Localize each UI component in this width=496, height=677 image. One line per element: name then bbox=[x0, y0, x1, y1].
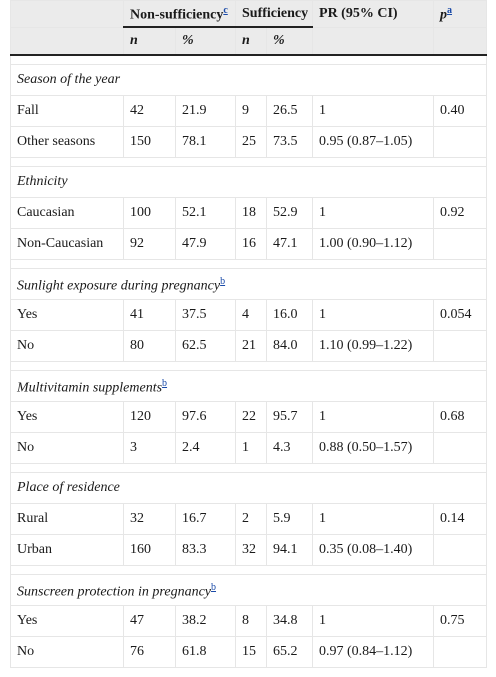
cell-n1: 41 bbox=[124, 300, 176, 331]
subheader-blank-pr bbox=[313, 27, 434, 55]
cell-n2: 25 bbox=[236, 127, 267, 158]
subheader-pct1: % bbox=[176, 27, 236, 55]
cell-pval: 0.40 bbox=[434, 96, 487, 127]
cell-n2: 16 bbox=[236, 229, 267, 260]
section-row bbox=[11, 65, 487, 96]
row-label: No bbox=[11, 331, 124, 362]
cell-p2: 47.1 bbox=[267, 229, 313, 260]
cell-pval: 0.14 bbox=[434, 504, 487, 535]
table-row bbox=[11, 331, 487, 362]
cell-n2: 4 bbox=[236, 300, 267, 331]
header-row-groups bbox=[11, 1, 487, 28]
section-row bbox=[11, 473, 487, 504]
cell-n1: 150 bbox=[124, 127, 176, 158]
cell-p2: 4.3 bbox=[267, 433, 313, 464]
cell-n1: 42 bbox=[124, 96, 176, 127]
footnote-link-b[interactable]: b bbox=[162, 377, 168, 389]
cell-n1: 92 bbox=[124, 229, 176, 260]
cell-p1: 47.9 bbox=[176, 229, 236, 260]
cell-pr: 1.00 (0.90–1.12) bbox=[313, 229, 434, 260]
row-label: Rural bbox=[11, 504, 124, 535]
cell-n2: 22 bbox=[236, 402, 267, 433]
cell-pval: 0.75 bbox=[434, 606, 487, 637]
cell-n2: 2 bbox=[236, 504, 267, 535]
section-title bbox=[11, 65, 487, 96]
header-p bbox=[434, 1, 487, 28]
cell-pr: 1 bbox=[313, 402, 434, 433]
cell-p2: 94.1 bbox=[267, 535, 313, 566]
section-row bbox=[11, 269, 487, 300]
header-non-sufficiency bbox=[124, 1, 236, 28]
section-title-text: Ethnicity bbox=[17, 174, 68, 189]
row-label: Other seasons bbox=[11, 127, 124, 158]
table-row bbox=[11, 402, 487, 433]
subheader-n2: n bbox=[236, 27, 267, 55]
cell-p2: 52.9 bbox=[267, 198, 313, 229]
cell-pr: 1 bbox=[313, 606, 434, 637]
row-label: Non-Caucasian bbox=[11, 229, 124, 260]
cell-n2: 1 bbox=[236, 433, 267, 464]
cell-pval: 0.054 bbox=[434, 300, 487, 331]
footnote-link-c[interactable]: c bbox=[223, 5, 228, 17]
section-title-text: Sunscreen protection in pregnancy bbox=[17, 584, 212, 600]
spacer-cell bbox=[11, 158, 487, 167]
spacer-cell bbox=[11, 55, 487, 65]
row-label: No bbox=[11, 433, 124, 464]
cell-p1: 61.8 bbox=[176, 637, 236, 668]
section-title bbox=[11, 167, 487, 198]
cell-p1: 97.6 bbox=[176, 402, 236, 433]
cell-pval bbox=[434, 127, 487, 158]
subheader-pct2: % bbox=[267, 27, 313, 55]
row-label: Yes bbox=[11, 300, 124, 331]
spacer-cell bbox=[11, 260, 487, 269]
cell-n2: 9 bbox=[236, 96, 267, 127]
spacer-row bbox=[11, 362, 487, 371]
cell-n1: 160 bbox=[124, 535, 176, 566]
spacer-cell bbox=[11, 362, 487, 371]
cell-p1: 2.4 bbox=[176, 433, 236, 464]
table-body bbox=[11, 55, 487, 668]
cell-pval bbox=[434, 535, 487, 566]
cell-p1: 37.5 bbox=[176, 300, 236, 331]
cell-n2: 32 bbox=[236, 535, 267, 566]
cell-p2: 65.2 bbox=[267, 637, 313, 668]
footnote-link-b[interactable]: b bbox=[220, 275, 226, 287]
spacer-row bbox=[11, 566, 487, 575]
cell-pr: 1 bbox=[313, 504, 434, 535]
cell-n2: 21 bbox=[236, 331, 267, 362]
cell-p1: 62.5 bbox=[176, 331, 236, 362]
cell-p2: 73.5 bbox=[267, 127, 313, 158]
cell-pr: 1 bbox=[313, 96, 434, 127]
cell-pval bbox=[434, 229, 487, 260]
section-row bbox=[11, 167, 487, 198]
header-row-subcolumns bbox=[11, 27, 487, 55]
section-title bbox=[11, 473, 487, 504]
cell-pr: 0.95 (0.87–1.05) bbox=[313, 127, 434, 158]
cell-n1: 120 bbox=[124, 402, 176, 433]
header-pr: PR (95% CI) bbox=[313, 1, 434, 28]
cell-p1: 52.1 bbox=[176, 198, 236, 229]
header-non-sufficiency-label: Non-sufficiency bbox=[130, 7, 224, 23]
cell-n2: 18 bbox=[236, 198, 267, 229]
table-row bbox=[11, 127, 487, 158]
cell-pr: 1 bbox=[313, 300, 434, 331]
cell-p2: 84.0 bbox=[267, 331, 313, 362]
header-blank bbox=[11, 1, 124, 28]
row-label: Yes bbox=[11, 402, 124, 433]
spacer-cell bbox=[11, 464, 487, 473]
table-row bbox=[11, 96, 487, 127]
section-title bbox=[11, 575, 487, 606]
spacer-cell bbox=[11, 566, 487, 575]
section-title-text: Multivitamin supplements bbox=[17, 380, 163, 396]
spacer-row bbox=[11, 464, 487, 473]
row-label: No bbox=[11, 637, 124, 668]
cell-p1: 21.9 bbox=[176, 96, 236, 127]
table-row bbox=[11, 229, 487, 260]
cell-n1: 47 bbox=[124, 606, 176, 637]
section-row bbox=[11, 371, 487, 402]
results-table bbox=[10, 0, 487, 668]
row-label: Yes bbox=[11, 606, 124, 637]
row-label: Urban bbox=[11, 535, 124, 566]
cell-pval: 0.68 bbox=[434, 402, 487, 433]
table-row bbox=[11, 504, 487, 535]
cell-p2: 5.9 bbox=[267, 504, 313, 535]
table-row bbox=[11, 637, 487, 668]
subheader-blank-p bbox=[434, 27, 487, 55]
header-sufficiency bbox=[236, 1, 313, 28]
footnote-link-b[interactable]: b bbox=[211, 581, 217, 593]
section-title bbox=[11, 371, 487, 402]
footnote-link-a[interactable]: a bbox=[447, 5, 453, 17]
row-label: Caucasian bbox=[11, 198, 124, 229]
cell-pval: 0.92 bbox=[434, 198, 487, 229]
cell-pval bbox=[434, 331, 487, 362]
cell-n1: 3 bbox=[124, 433, 176, 464]
cell-p2: 34.8 bbox=[267, 606, 313, 637]
header-p-label: p bbox=[440, 8, 448, 24]
cell-p2: 16.0 bbox=[267, 300, 313, 331]
header-sufficiency-label: Sufficiency bbox=[242, 5, 309, 21]
section-title-text: Season of the year bbox=[17, 72, 121, 87]
cell-pr: 0.35 (0.08–1.40) bbox=[313, 535, 434, 566]
cell-p1: 16.7 bbox=[176, 504, 236, 535]
cell-p1: 83.3 bbox=[176, 535, 236, 566]
subheader-n1: n bbox=[124, 27, 176, 55]
cell-n1: 76 bbox=[124, 637, 176, 668]
cell-pr: 0.88 (0.50–1.57) bbox=[313, 433, 434, 464]
cell-p1: 38.2 bbox=[176, 606, 236, 637]
cell-n2: 8 bbox=[236, 606, 267, 637]
row-label: Fall bbox=[11, 96, 124, 127]
section-title bbox=[11, 269, 487, 300]
cell-pval bbox=[434, 637, 487, 668]
spacer-row bbox=[11, 260, 487, 269]
cell-pr: 1 bbox=[313, 198, 434, 229]
table-row bbox=[11, 535, 487, 566]
table-row bbox=[11, 300, 487, 331]
cell-pval bbox=[434, 433, 487, 464]
section-row bbox=[11, 575, 487, 606]
section-title-text: Place of residence bbox=[17, 480, 120, 495]
section-title-text: Sunlight exposure during pregnancy bbox=[17, 278, 221, 294]
table-row bbox=[11, 433, 487, 464]
subheader-blank bbox=[11, 27, 124, 55]
table-row bbox=[11, 606, 487, 637]
spacer-row bbox=[11, 55, 487, 65]
cell-n1: 80 bbox=[124, 331, 176, 362]
cell-pr: 0.97 (0.84–1.12) bbox=[313, 637, 434, 668]
spacer-row bbox=[11, 158, 487, 167]
cell-pr: 1.10 (0.99–1.22) bbox=[313, 331, 434, 362]
cell-n2: 15 bbox=[236, 637, 267, 668]
cell-p2: 26.5 bbox=[267, 96, 313, 127]
cell-p1: 78.1 bbox=[176, 127, 236, 158]
cell-p2: 95.7 bbox=[267, 402, 313, 433]
cell-n1: 100 bbox=[124, 198, 176, 229]
table-row bbox=[11, 198, 487, 229]
cell-n1: 32 bbox=[124, 504, 176, 535]
